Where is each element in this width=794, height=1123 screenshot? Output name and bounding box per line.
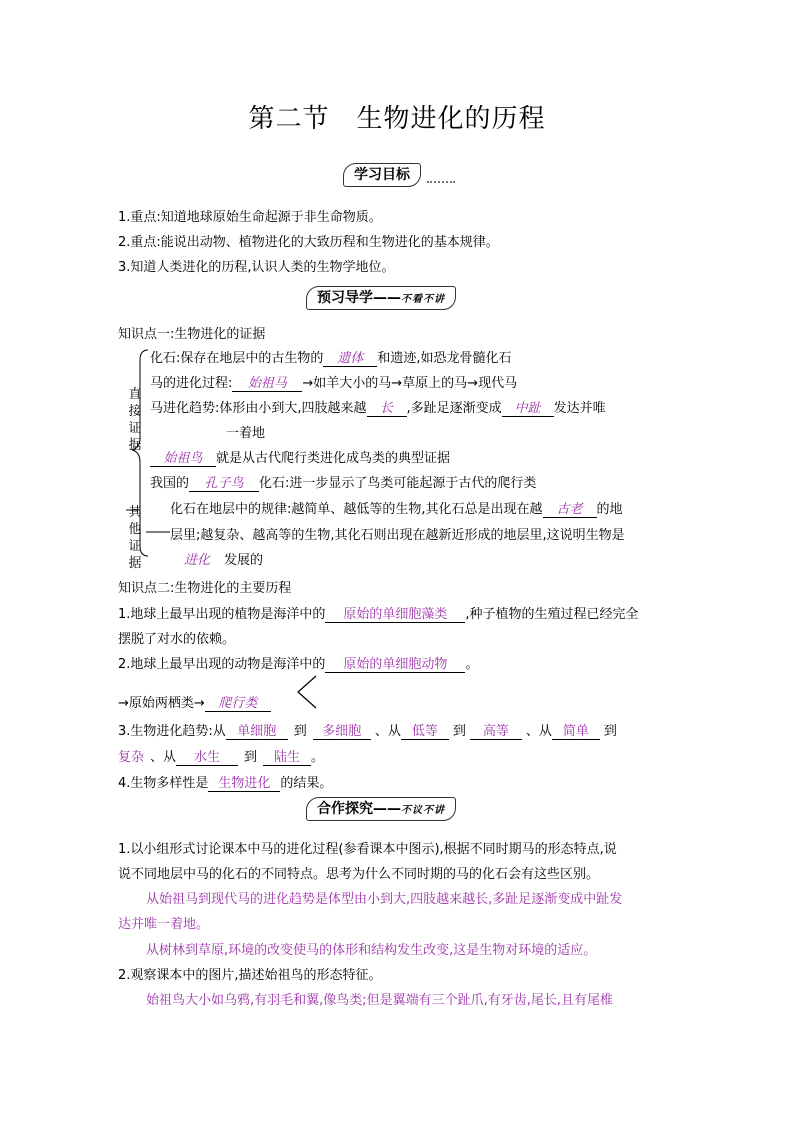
goal-item: 2.重点:能说出动物、植物进化的大致历程和生物进化的基本规律。 — [118, 235, 499, 250]
answer-blank: 孔子鸟 — [189, 472, 259, 492]
answer-blank: 进化 — [183, 553, 210, 568]
answer-blank: 始祖马 — [232, 372, 302, 392]
page-title: 第二节 生物进化的历程 — [248, 104, 546, 134]
section-banner-coop — [306, 797, 496, 823]
kp1-line: 我国的 孔子鸟 化石:进一步显示了鸟类可能起源于古代的爬行类 — [150, 472, 536, 492]
answer-blank: 长 — [367, 397, 407, 417]
kp1-line: 进化 发展的 — [170, 549, 263, 568]
answer-text: 复杂 — [118, 750, 145, 765]
coop-answer: 始祖鸟大小如乌鸦,有羽毛和翼,像鸟类;但是翼端有三个趾爪,有牙齿,尾长,且有尾椎 — [146, 993, 614, 1008]
section-label — [306, 797, 456, 821]
other-evidence-label: 其 他 证 据 — [128, 505, 142, 571]
kp2-paragraph: 摆脱了对水的依赖。 — [118, 632, 236, 647]
coop-answer: 从始祖马到现代马的进化趋势是体型由小到大,四肢越来越长,多趾足逐渐变成中趾发 — [146, 892, 623, 907]
arrow-decoration-icon — [427, 173, 455, 183]
answer-blank: 原始的单细胞动物 — [325, 653, 465, 673]
answer-blank: 高等 — [470, 720, 522, 740]
coop-question: 2.观察课本中的图片,描述始祖鸟的形态特征。 — [118, 968, 382, 983]
section-label: 学习目标 — [343, 163, 421, 187]
answer-blank: 水生 — [176, 746, 238, 766]
kp2-paragraph: 2.地球上最早出现的动物是海洋中的 原始的单细胞动物 。 — [118, 653, 478, 673]
section-label-main: 合作探究—— — [317, 801, 401, 817]
answer-blank: 陆生 — [263, 746, 311, 766]
goal-item: 3.知道人类进化的历程,认识人类的生物学地位。 — [118, 260, 395, 275]
answer-blank: 中趾 — [502, 397, 554, 417]
kp2-paragraph: →原始两栖类→ 爬行类 — [118, 692, 271, 712]
coop-question: 说不同地层中马的化石的不同特点。思考为什么不同时期的马的化石会有这些区别。 — [118, 867, 600, 882]
section-label-main: 预习导学—— — [317, 290, 401, 306]
section-label-sub: 不议不讲 — [401, 805, 445, 816]
answer-blank: 生物进化 — [208, 772, 280, 792]
answer-blank: 始祖鸟 — [150, 447, 216, 467]
answer-blank: 爬行类 — [205, 692, 271, 712]
answer-blank: 多细胞 — [313, 720, 371, 740]
kp1-line: 马进化趋势:体形由小到大,四肢越来越 长 ,多趾足逐渐变成 中趾 发达并唯 — [150, 397, 606, 417]
section-banner-goals — [343, 163, 455, 189]
direct-evidence-label: 直 接 证 据 — [128, 387, 142, 453]
kp1-line: 化石在地层中的规律:越简单、越低等的生物,其化石总是出现在越 古老 的地 — [170, 498, 623, 518]
kp1-line: 化石:保存在地层中的古生物的 遗体 和遗迹,如恐龙骨髓化石 — [150, 347, 512, 367]
coop-answer: 达并唯一着地。 — [118, 917, 210, 932]
connector-line — [146, 530, 170, 534]
section-label — [306, 286, 456, 310]
kp1-line: 马的进化过程: 始祖马 →如羊大小的马→草原上的马→现代马 — [150, 372, 517, 392]
answer-blank: 遗体 — [323, 347, 377, 367]
kp1-line: 始祖鸟 就是从古代爬行类进化成鸟类的典型证据 — [150, 447, 450, 467]
kp2-paragraph: 4.生物多样性是 生物进化 的结果。 — [118, 772, 332, 792]
coop-answer: 从树林到草原,环境的改变使马的体形和结构发生改变,这是生物对环境的适应。 — [146, 943, 597, 958]
section-banner-preview — [306, 286, 496, 312]
answer-blank: 原始的单细胞藻类 — [325, 603, 465, 623]
kp1-heading: 知识点一:生物进化的证据 — [118, 327, 266, 342]
section-label-sub: 不看不讲 — [401, 294, 445, 305]
kp1-line: 层里;越复杂、越高等的生物,其化石则出现在越新近形成的地层里,这说明生物是 — [170, 528, 625, 543]
kp2-paragraph: 1.地球上最早出现的植物是海洋中的 原始的单细胞藻类 ,种子植物的生殖过程已经完全 — [118, 603, 639, 623]
kp2-paragraph: 复杂 、从 水生 到 陆生 。 — [118, 746, 324, 766]
kp2-heading: 知识点二:生物进化的主要历程 — [118, 581, 292, 596]
kp2-paragraph: 3.生物进化趋势:从 单细胞 到 多细胞 、从 低等 到 高等 、从 简单 到 — [118, 720, 617, 740]
goal-item: 1.重点:知道地球原始生命起源于非生命物质。 — [118, 210, 382, 225]
branch-arrow-icon — [292, 674, 322, 710]
answer-blank: 低等 — [401, 720, 449, 740]
answer-blank: 古老 — [543, 498, 597, 518]
coop-question: 1.以小组形式讨论课本中马的进化过程(参看课本中图示),根据不同时期马的形态特点,说 — [118, 842, 617, 857]
kp1-line: 一着地 — [226, 426, 266, 441]
answer-blank: 单细胞 — [226, 720, 288, 740]
answer-blank: 简单 — [552, 720, 600, 740]
